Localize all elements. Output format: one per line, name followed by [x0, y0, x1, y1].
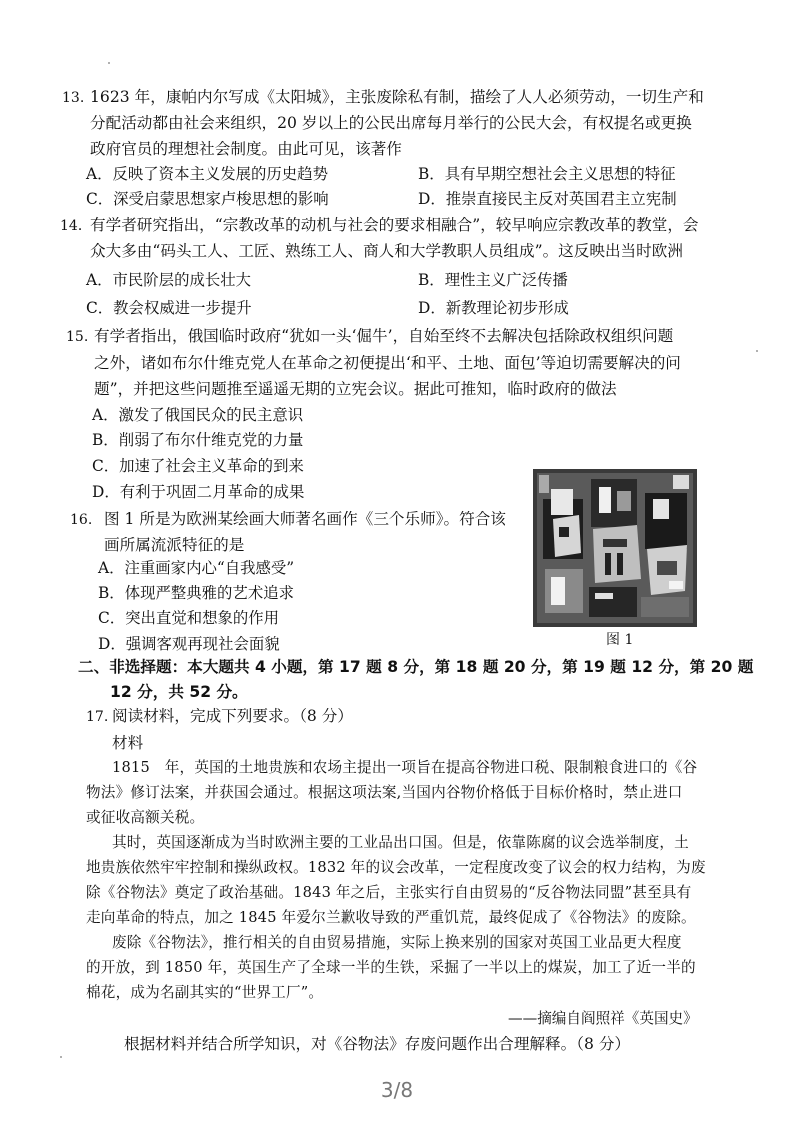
- q14-option-b: B．理性主义广泛传播: [418, 271, 568, 289]
- q17-material-line-8: 废除《谷物法》，推行相关的自由贸易措施，实际上换来别的国家对英国工业品更大程度: [112, 934, 682, 951]
- page-number: 3/8: [380, 1078, 414, 1102]
- q15-number: 15.: [66, 329, 89, 345]
- q16-stem-line-1: 图 1 所是为欧洲某绘画大师著名画作《三个乐师》。符合该: [104, 510, 506, 528]
- q14-option-d: D．新教理论初步形成: [418, 299, 569, 317]
- q17-material-line-2: 物法》修订法案，并获国会通过。根据这项法案,当国内谷物价格低于目标价格时，禁止进口: [86, 784, 683, 801]
- q17-material-line-9: 的开放，到 1850 年，英国生产了全球一半的生铁，采掘了一半以上的煤炭，加工了近一半的: [86, 959, 696, 976]
- q15-stem-line-2: 之外，诸如布尔什维克党人在革命之初便提出‘和平、土地、面包’等迫切需要解决的问: [94, 354, 681, 372]
- q15-option-b: B．削弱了布尔什维克党的力量: [92, 431, 304, 449]
- painting-illustration: [533, 469, 697, 627]
- q17-task: 根据材料并结合所学知识，对《谷物法》存废问题作出合理解释。（8 分）: [124, 1035, 631, 1053]
- q16-stem-line-2: 画所属流派特征的是: [104, 536, 245, 554]
- section-2-heading-line-2: 12 分，共 52 分。: [110, 683, 248, 701]
- q17-material-line-7: 走向革命的特点，加之 1845 年爱尔兰歉收导致的严重饥荒，最终促成了《谷物法》的废除。: [86, 909, 696, 926]
- q13-stem-line-3: 政府官员的理想社会制度。由此可见，该著作: [90, 140, 402, 158]
- q17-material-line-3: 或征收高额关税。: [86, 809, 205, 826]
- q17-material-line-5: 地贵族依然牢牢控制和操纵政权。1832 年的议会改革，一定程度改变了议会的权力结构，为废: [86, 859, 706, 876]
- q16-number: 16.: [70, 512, 93, 528]
- q17-material-line-10: 棉花，成为名副其实的“世界工厂”。: [86, 984, 324, 1001]
- section-2-heading-line-1: 二、非选择题：本大题共 4 小题，第 17 题 8 分，第 18 题 20 分，第 19 题 12 分，第 20 题: [78, 658, 754, 676]
- q17-material-line-1: 1815 年，英国的土地贵族和农场主提出一项旨在提高谷物进口税、限制粮食进口的《谷: [112, 759, 698, 776]
- q15-stem-line-3: 题”，并把这些问题推至遥遥无期的立宪会议。据此可推知，临时政府的做法: [94, 380, 617, 398]
- q14-stem-line-2: 众大多由“码头工人、工匠、熟练工人、商人和大学教职人员组成”。这反映出当时欧洲: [90, 242, 683, 260]
- q16-option-c: C．突出直觉和想象的作用: [98, 609, 280, 627]
- q15-option-c: C．加速了社会主义革命的到来: [92, 457, 304, 475]
- q14-stem-line-1: 有学者研究指出，“宗教改革的动机与社会的要求相融合”，较早响应宗教改革的教堂，会: [90, 216, 699, 234]
- q16-option-b: B．体现严整典雅的艺术追求: [98, 584, 294, 602]
- q13-option-c: C．深受启蒙思想家卢梭思想的影响: [86, 190, 329, 208]
- q13-option-d: D．推崇直接民主反对英国君主立宪制: [418, 190, 677, 208]
- scan-speck: [108, 62, 110, 64]
- q16-option-a: A．注重画家内心“自我感受”: [98, 559, 295, 577]
- q14-number: 14．: [60, 218, 92, 234]
- scan-speck: [756, 350, 758, 352]
- q13-number: 13.: [62, 90, 85, 106]
- q14-option-a: A．市民阶层的成长壮大: [86, 271, 252, 289]
- q17-prompt: 阅读材料，完成下列要求。（8 分）: [112, 707, 353, 725]
- figure-caption: 图 1: [606, 632, 634, 648]
- q17-material-label: 材料: [112, 734, 144, 752]
- q17-number: 17.: [86, 709, 109, 725]
- q17-source-citation: ——摘编自阎照祥《英国史》: [508, 1010, 698, 1027]
- q17-material-line-6: 除《谷物法》奠定了政治基础。1843 年之后，主张实行自由贸易的“反谷物法同盟”甚至具有: [86, 884, 692, 901]
- q17-material-line-4: 其时，英国逐渐成为当时欧洲主要的工业品出口国。但是，依靠陈腐的议会选举制度，土: [112, 834, 689, 851]
- q13-option-a: A．反映了资本主义发展的历史趋势: [86, 165, 328, 183]
- q13-option-b: B．具有早期空想社会主义思想的特征: [418, 165, 676, 183]
- figure-three-musicians-painting: [533, 469, 697, 627]
- q14-option-c: C．教会权威进一步提升: [86, 299, 252, 317]
- q15-stem-line-1: 有学者指出，俄国临时政府“犹如一头‘倔牛’，自始至终不去解决包括除政权组织问题: [94, 327, 674, 345]
- q13-stem-line-1: 1623 年，康帕内尔写成《太阳城》，主张废除私有制，描绘了人人必须劳动，一切生产和: [90, 88, 704, 106]
- q15-option-a: A．激发了俄国民众的民主意识: [92, 406, 304, 424]
- q13-stem-line-2: 分配活动都由社会来组织，20 岁以上的公民出席每月举行的公民大会，有权提名或更换: [90, 114, 692, 132]
- scan-speck: [60, 1056, 62, 1058]
- q16-option-d: D．强调客观再现社会面貌: [98, 635, 280, 653]
- q15-option-d: D．有利于巩固二月革命的成果: [92, 483, 305, 501]
